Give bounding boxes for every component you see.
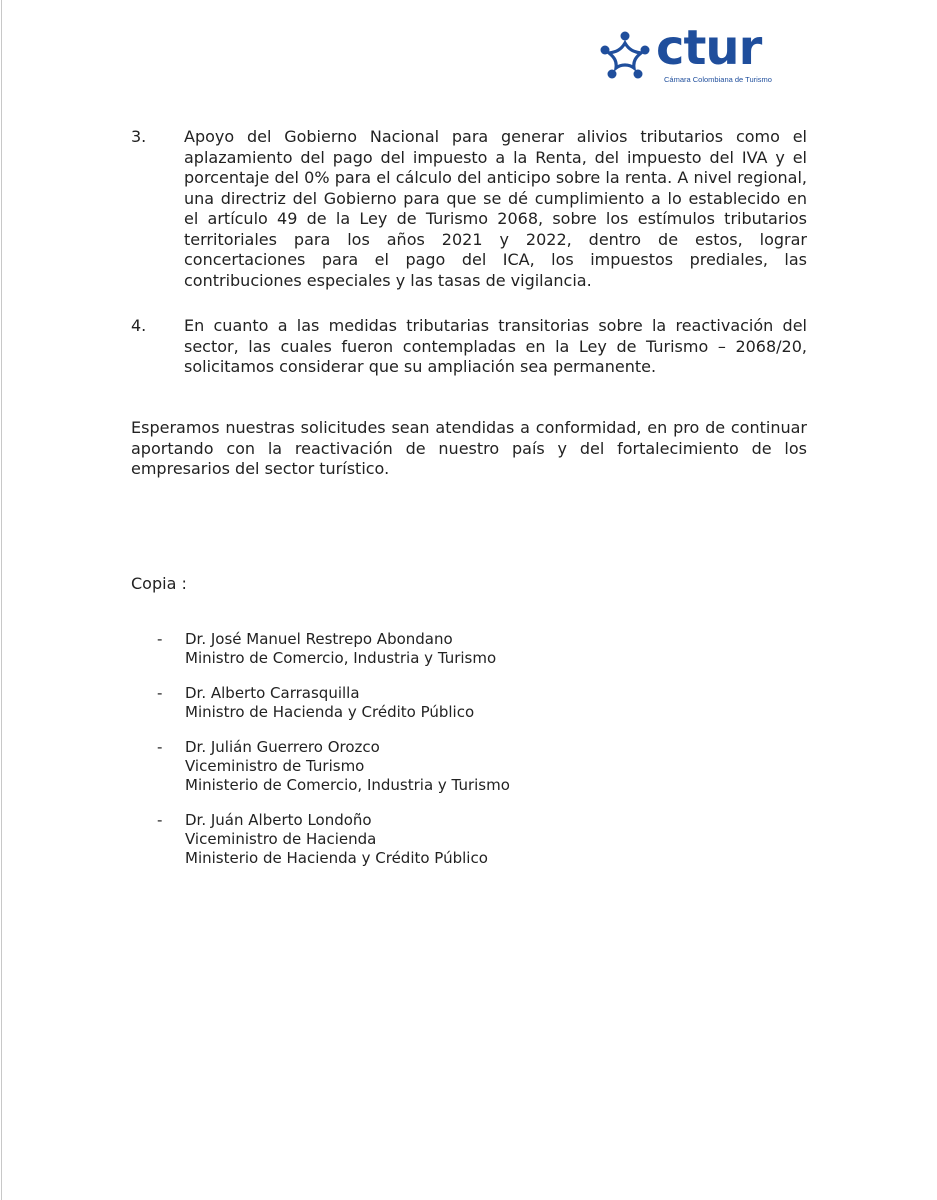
cc-name: Dr. José Manuel Restrepo Abondano xyxy=(185,630,453,648)
list-dash: - xyxy=(157,684,163,702)
cc-organization: Ministerio de Comercio, Industria y Turismo xyxy=(185,776,510,794)
list-dash: - xyxy=(157,811,163,829)
cc-name: Dr. Julián Guerrero Orozco xyxy=(185,738,380,756)
cc-list xyxy=(157,630,717,884)
item-number: 3. xyxy=(131,127,147,146)
cc-name: Dr. Alberto Carrasquilla xyxy=(185,684,360,702)
cc-title: Ministro de Comercio, Industria y Turismo xyxy=(185,649,497,667)
ctur-star-icon xyxy=(598,30,652,84)
closing-paragraph: Esperamos nuestras solicitudes sean atendidas a conformidad, en pro de continuar aportando con la reactivación de nuestro país y del fortalecimiento de los empresarios del sector turístico. xyxy=(131,418,807,478)
cc-entry xyxy=(157,811,717,868)
item-text: En cuanto a las medidas tributarias transitorias sobre la reactivación del sector, las cuales fueron contempladas en la Ley de Turismo – 2068/20, solicitamos considerar que su ampliación sea permanente. xyxy=(184,316,807,376)
copia-label: Copia : xyxy=(131,574,187,593)
page-edge-line xyxy=(1,0,2,1200)
item-number: 4. xyxy=(131,316,147,335)
cc-title: Viceministro de Turismo xyxy=(185,757,365,775)
item-text: Apoyo del Gobierno Nacional para generar alivios tributarios como el aplazamiento del pago del impuesto a la Renta, del impuesto del IVA y el porcentaje del 0% para el cálculo del anticipo sobre la renta. A nivel regional, una directriz del Gobierno para que se dé cumplimiento a lo establecido en el artículo 49 de la Ley de Turismo 2068, sobre los estímulos tributarios territoriales para los años 2021 y 2022, dentro de estos, lograr concertaciones para el pago del ICA, los impuestos prediales, las contribuciones especiales y las tasas de vigilancia. xyxy=(184,127,807,290)
cc-entry xyxy=(157,738,717,795)
cc-name: Dr. Juán Alberto Londoño xyxy=(185,811,372,829)
cc-organization: Ministerio de Hacienda y Crédito Público xyxy=(185,849,488,867)
list-dash: - xyxy=(157,630,163,648)
cc-entry xyxy=(157,630,717,668)
list-dash: - xyxy=(157,738,163,756)
logo-wordmark: ctur xyxy=(656,20,762,76)
logo-subtitle: Cámara Colombiana de Turismo xyxy=(664,75,772,84)
ctur-logo xyxy=(594,20,774,90)
cc-title: Ministro de Hacienda y Crédito Público xyxy=(185,703,475,721)
cc-entry xyxy=(157,684,717,722)
cc-title: Viceministro de Hacienda xyxy=(185,830,377,848)
